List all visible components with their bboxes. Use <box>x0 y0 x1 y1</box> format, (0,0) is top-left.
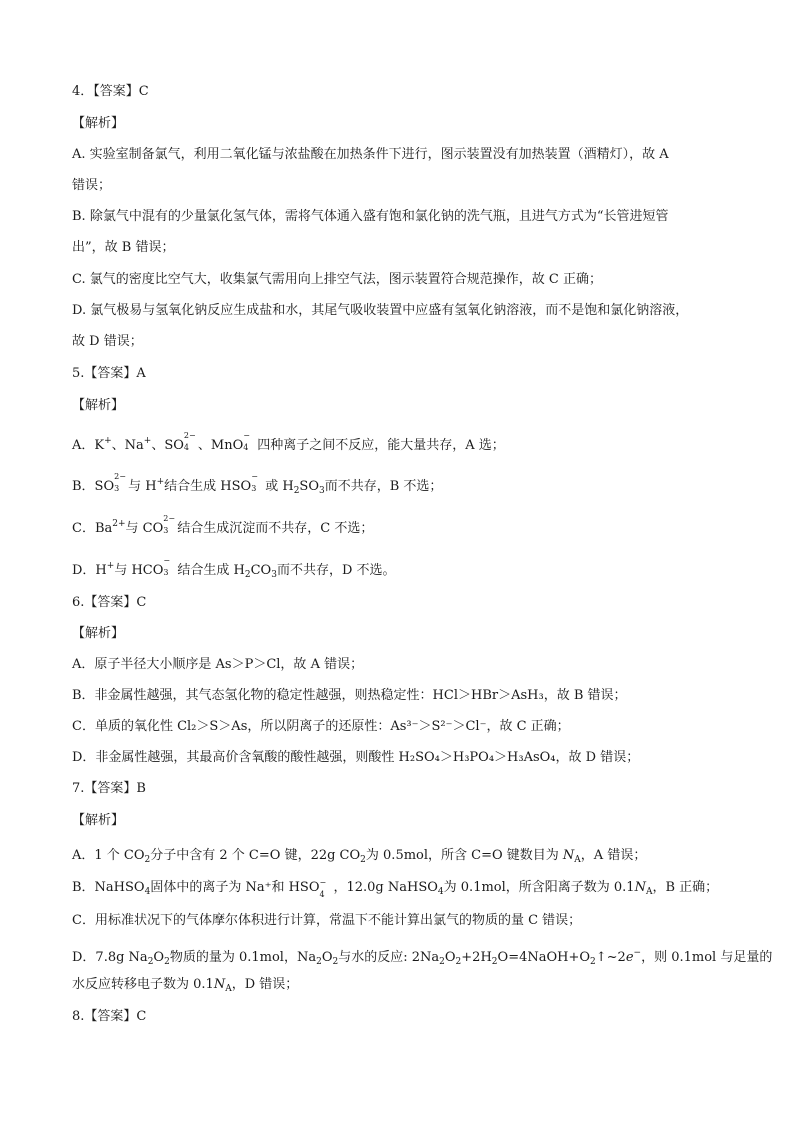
q7-option-d-line1: D．7.8g $Na_2O_2$物质的量为 0.1mol，$Na_2O_2$与水的反应: $2Na_2O_2+2H_2O=4NaOH+O_2↑\sim 2e^-$，则 0.1mol 与足量的 <box>72 948 773 967</box>
q4-option-a-line1: A. 实验室制备氯气，利用二氧化锰与浓盐酸在加热条件下进行，图示装置没有加热装置（酒精灯），故 A <box>72 147 669 162</box>
q4-option-b-line1: B. 除氯气中混有的少量氯化氢气体，需将气体通入盛有饱和氯化钠的洗气瓶，且进气方式为“长管进短管 <box>72 209 669 224</box>
q4-option-d-line1: D. 氯气极易与氢氧化钠反应生成盐和水，其尾气吸收装置中应盛有氢氧化钠溶液，而不是饱和氯化钠溶液， <box>72 303 689 318</box>
q5-analysis-label: 【解析】 <box>72 398 125 413</box>
q6-answer: 6.【答案】C <box>72 595 147 610</box>
q7-option-d-text: ，D 错误； <box>231 977 299 992</box>
q5-option-d: D．H+与 HCO − 3 结合生成 $H_2CO_3$而不共存，D 不选。 <box>72 556 396 580</box>
q4-option-b-line2: 出”，故 B 错误； <box>72 240 175 255</box>
q7-option-a: A．1 个 $CO_2$分子中含有 2 个 C=O 键，22g $CO_2$为 0.5mol，所含 C=O 键数目为 $N_A$，A 错误； <box>72 848 647 865</box>
q4-option-c: C. 氯气的密度比空气大，收集氯气需用向上排空气法，图示装置符合规范操作，故 C 正确； <box>72 272 602 287</box>
q4-analysis-label: 【解析】 <box>72 116 125 131</box>
q5-option-b-text: 而不共存，B 不选； <box>324 479 443 494</box>
q5-option-a: A．K+、Na+、SO 2− 4 、MnO − 4 四种离子之间不反应，能大量共存，A 选； <box>72 431 505 453</box>
q6-option-c: C．单质的氧化性 Cl₂＞S＞As，所以阴离子的还原性：As³⁻＞S²⁻＞Cl⁻，故 C 正确； <box>72 719 570 734</box>
q5-option-b: B．SO 2− 3 与 H+结合生成 HSO − 3 或 $H_2SO_3$而不共存，B 不选； <box>72 472 443 496</box>
q7-option-b: B．NaHSO$_4$固体中的离子为 Na⁺和 HSO − 4 ，12.0g NaHSO$_4$为 0.1mol，所含阳离子数为 $0.1N_A$，B 正确； <box>72 878 719 899</box>
q5-option-a-text: 四种离子之间不反应，能大量共存，A 选； <box>257 438 505 453</box>
q5-answer: 5.【答案】A <box>72 366 146 381</box>
q6-analysis-label: 【解析】 <box>72 626 125 641</box>
q5-option-c-text: 结合生成沉淀而不共存，C 不选； <box>177 521 374 536</box>
q8-answer: 8.【答案】C <box>72 1009 147 1024</box>
q6-option-a: A．原子半径大小顺序是 As＞P＞Cl，故 A 错误； <box>72 657 364 672</box>
q4-option-a-line2: 错误； <box>72 178 112 193</box>
q7-answer: 7.【答案】B <box>72 781 146 796</box>
q5-option-d-text: 而不共存，D 不选。 <box>276 563 396 578</box>
q5-option-c: C．$Ba^{2+}$与 CO 2− 3 结合生成沉淀而不共存，C 不选； <box>72 514 374 536</box>
q7-option-d-line2: 水反应转移电子数为 $0.1N_A$，D 错误； <box>72 977 299 994</box>
q7-option-c: C．用标准状况下的气体摩尔体积进行计算，常温下不能计算出氯气的物质的量 C 错误； <box>72 913 582 928</box>
q6-option-d: D．非金属性越强，其最高价含氧酸的酸性越强，则酸性 H₂SO₄＞H₃PO₄＞H₃AsO₄，故 D 错误； <box>72 750 640 765</box>
q4-option-d-line2: 故 D 错误； <box>72 334 143 349</box>
q6-option-b: B．非金属性越强，其气态氢化物的稳定性越强，则热稳定性：HCl＞HBr＞AsH₃，故 B 错误； <box>72 688 627 703</box>
q7-analysis-label: 【解析】 <box>72 813 125 828</box>
q4-answer: 4．【答案】C <box>72 84 149 99</box>
